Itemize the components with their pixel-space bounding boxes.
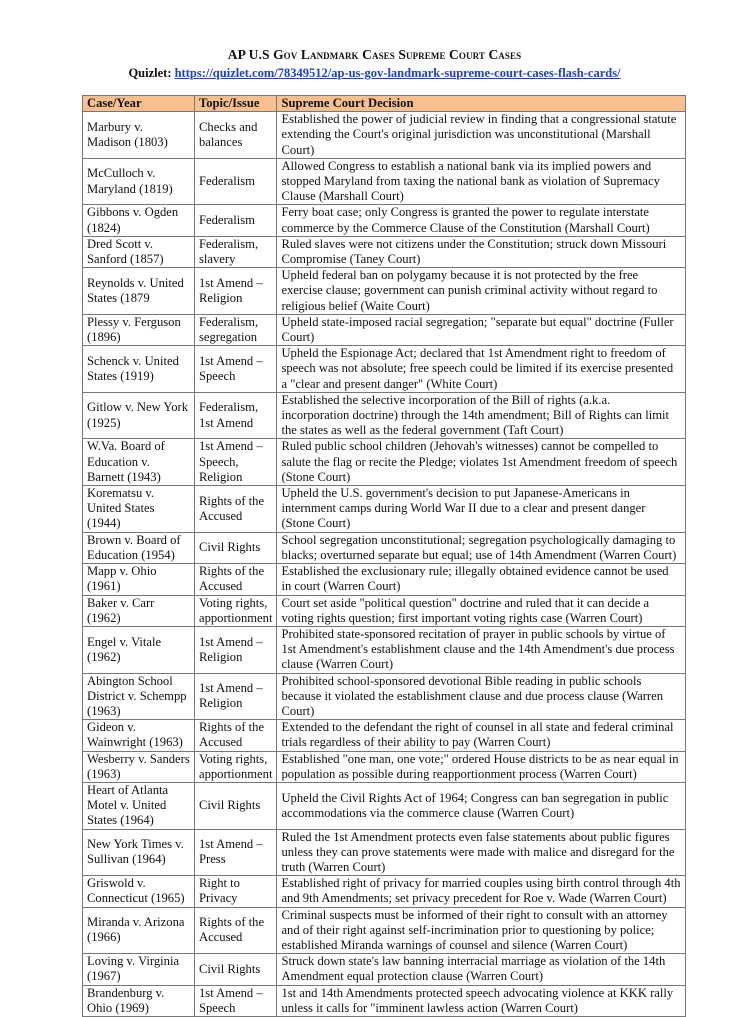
topic-cell: 1st Amend – Speech	[195, 985, 277, 1016]
table-row	[83, 626, 686, 673]
table-header-row	[83, 96, 686, 112]
decision-cell: Established the selective incorporation of the Bill of rights (a.k.a. incorporation doctrine) through the 14th amendment; Bill of Rights can limit the states as well as the federal government (Taft Court)	[277, 392, 686, 439]
table-row	[83, 392, 686, 439]
decision-cell: Established the exclusionary rule; illegally obtained evidence cannot be used in court (Warren Court)	[277, 564, 686, 595]
case-cell: W.Va. Board of Education v. Barnett (1943)	[83, 439, 195, 486]
topic-cell: Federalism, segregation	[195, 314, 277, 345]
quizlet-label: Quizlet:	[128, 66, 172, 80]
topic-cell: Civil Rights	[195, 954, 277, 985]
topic-cell: Rights of the Accused	[195, 564, 277, 595]
decision-cell: Ferry boat case; only Congress is granted the power to regulate interstate commerce by the Commerce Clause of the Constitution (Marshall Court)	[277, 205, 686, 236]
decision-cell: Established the power of judicial review in finding that a congressional statute extending the Court's original jurisdiction was unconstitutional (Marshall Court)	[277, 112, 686, 159]
table-row	[83, 954, 686, 985]
topic-cell: Civil Rights	[195, 532, 277, 563]
case-cell: Korematsu v. United States (1944)	[83, 486, 195, 533]
case-cell: Engel v. Vitale (1962)	[83, 626, 195, 673]
topic-cell: Voting rights, apportionment	[195, 595, 277, 626]
quizlet-link[interactable]: https://quizlet.com/78349512/ap-us-gov-landmark-supreme-court-cases-flash-cards/	[174, 66, 621, 80]
case-cell: McCulloch v. Maryland (1819)	[83, 158, 195, 205]
case-cell: Brandenburg v. Ohio (1969)	[83, 985, 195, 1016]
table-row	[83, 829, 686, 876]
case-cell: Griswold v. Connecticut (1965)	[83, 876, 195, 907]
decision-cell: Upheld state-imposed racial segregation; "separate but equal" doctrine (Fuller Court)	[277, 314, 686, 345]
topic-cell: 1st Amend – Religion	[195, 268, 277, 315]
case-cell: New York Times v. Sullivan (1964)	[83, 829, 195, 876]
quizlet-line	[0, 66, 749, 81]
cases-table	[82, 95, 686, 1017]
header-topic-issue: Topic/Issue	[195, 96, 277, 112]
decision-cell: Prohibited state-sponsored recitation of prayer in public schools by virtue of 1st Amendment's establishment clause and the 14th Amendment's due process clause (Warren Court)	[277, 626, 686, 673]
table-row	[83, 720, 686, 751]
topic-cell: 1st Amend – Press	[195, 829, 277, 876]
decision-cell: Ruled the 1st Amendment protects even false statements about public figures unless they can prove statements were made with malice and disregard for the truth (Warren Court)	[277, 829, 686, 876]
topic-cell: Rights of the Accused	[195, 907, 277, 954]
table-row	[83, 985, 686, 1016]
case-cell: Miranda v. Arizona (1966)	[83, 907, 195, 954]
decision-cell: Extended to the defendant the right of counsel in all state and federal criminal trials regardless of their ability to pay (Warren Court)	[277, 720, 686, 751]
topic-cell: Federalism	[195, 205, 277, 236]
table-row	[83, 268, 686, 315]
table-row	[83, 486, 686, 533]
case-cell: Abington School District v. Schempp (1963)	[83, 673, 195, 720]
topic-cell: Civil Rights	[195, 782, 277, 829]
decision-cell: Ruled public school children (Jehovah's witnesses) cannot be compelled to salute the flag or recite the Pledge; violates 1st Amendment freedom of speech (Stone Court)	[277, 439, 686, 486]
topic-cell: Federalism	[195, 158, 277, 205]
topic-cell: 1st Amend – Speech, Religion	[195, 439, 277, 486]
case-cell: Loving v. Virginia (1967)	[83, 954, 195, 985]
topic-cell: Right to Privacy	[195, 876, 277, 907]
case-cell: Wesberry v. Sanders (1963)	[83, 751, 195, 782]
table-row	[83, 595, 686, 626]
table-row	[83, 439, 686, 486]
decision-cell: School segregation unconstitutional; segregation psychologically damaging to blacks; overturned separate but equal; use of 14th Amendment (Warren Court)	[277, 532, 686, 563]
decision-cell: Struck down state's law banning interracial marriage as violation of the 14th Amendment equal protection clause (Warren Court)	[277, 954, 686, 985]
case-cell: Plessy v. Ferguson (1896)	[83, 314, 195, 345]
case-cell: Dred Scott v. Sanford (1857)	[83, 236, 195, 267]
case-cell: Gibbons v. Ogden (1824)	[83, 205, 195, 236]
topic-cell: Rights of the Accused	[195, 486, 277, 533]
decision-cell: 1st and 14th Amendments protected speech advocating violence at KKK rally unless it calls for "imminent lawless action (Warren Court)	[277, 985, 686, 1016]
case-cell: Gitlow v. New York (1925)	[83, 392, 195, 439]
decision-cell: Allowed Congress to establish a national bank via its implied powers and stopped Maryland from taxing the national bank as violation of Supremacy Clause (Marshall Court)	[277, 158, 686, 205]
case-cell: Schenck v. United States (1919)	[83, 346, 195, 393]
document-title: AP U.S Gov Landmark Cases Supreme Court Cases	[227, 47, 522, 62]
decision-cell: Criminal suspects must be informed of their right to consult with an attorney and of their right against self-incrimination prior to questioning by police; established Miranda warnings of counsel and silence (Warren Court)	[277, 907, 686, 954]
table-row	[83, 346, 686, 393]
header-decision: Supreme Court Decision	[277, 96, 686, 112]
table-row	[83, 112, 686, 159]
header-case-year: Case/Year	[83, 96, 195, 112]
table-row	[83, 907, 686, 954]
table-row	[83, 751, 686, 782]
topic-cell: Federalism, 1st Amend	[195, 392, 277, 439]
table-row	[83, 532, 686, 563]
table-row	[83, 314, 686, 345]
case-cell: Gideon v. Wainwright (1963)	[83, 720, 195, 751]
table-row	[83, 782, 686, 829]
decision-cell: Ruled slaves were not citizens under the Constitution; struck down Missouri Compromise (Taney Court)	[277, 236, 686, 267]
table-row	[83, 236, 686, 267]
decision-cell: Upheld federal ban on polygamy because it is not protected by the free exercise clause; government can punish criminal activity without regard to religious belief (Waite Court)	[277, 268, 686, 315]
decision-cell: Upheld the U.S. government's decision to put Japanese-Americans in internment camps during World War II due to a clear and present danger (Stone Court)	[277, 486, 686, 533]
decision-cell: Court set aside "political question" doctrine and ruled that it can decide a voting rights question; first important voting rights case (Warren Court)	[277, 595, 686, 626]
decision-cell: Upheld the Civil Rights Act of 1964; Congress can ban segregation in public accommodations via the commerce clause (Warren Court)	[277, 782, 686, 829]
case-cell: Reynolds v. United States (1879	[83, 268, 195, 315]
topic-cell: Checks and balances	[195, 112, 277, 159]
table-row	[83, 564, 686, 595]
table-row	[83, 158, 686, 205]
case-cell: Baker v. Carr (1962)	[83, 595, 195, 626]
table-row	[83, 673, 686, 720]
decision-cell: Upheld the Espionage Act; declared that 1st Amendment right to freedom of speech was not absolute; free speech could be limited if its exercise presented a "clear and present danger" (White Court)	[277, 346, 686, 393]
decision-cell: Established right of privacy for married couples using birth control through 4th and 9th Amendments; set privacy precedent for Roe v. Wade (Warren Court)	[277, 876, 686, 907]
topic-cell: 1st Amend – Speech	[195, 346, 277, 393]
topic-cell: Voting rights, apportionment	[195, 751, 277, 782]
topic-cell: Rights of the Accused	[195, 720, 277, 751]
table-row	[83, 205, 686, 236]
case-cell: Mapp v. Ohio (1961)	[83, 564, 195, 595]
topic-cell: 1st Amend – Religion	[195, 673, 277, 720]
decision-cell: Established "one man, one vote;" ordered House districts to be as near equal in population as possible during reapportionment process (Warren Court)	[277, 751, 686, 782]
case-cell: Heart of Atlanta Motel v. United States (1964)	[83, 782, 195, 829]
topic-cell: Federalism, slavery	[195, 236, 277, 267]
topic-cell: 1st Amend – Religion	[195, 626, 277, 673]
decision-cell: Prohibited school-sponsored devotional Bible reading in public schools because it violated the establishment clause and due process clause (Warren Court)	[277, 673, 686, 720]
table-row	[83, 876, 686, 907]
case-cell: Brown v. Board of Education (1954)	[83, 532, 195, 563]
case-cell: Marbury v. Madison (1803)	[83, 112, 195, 159]
